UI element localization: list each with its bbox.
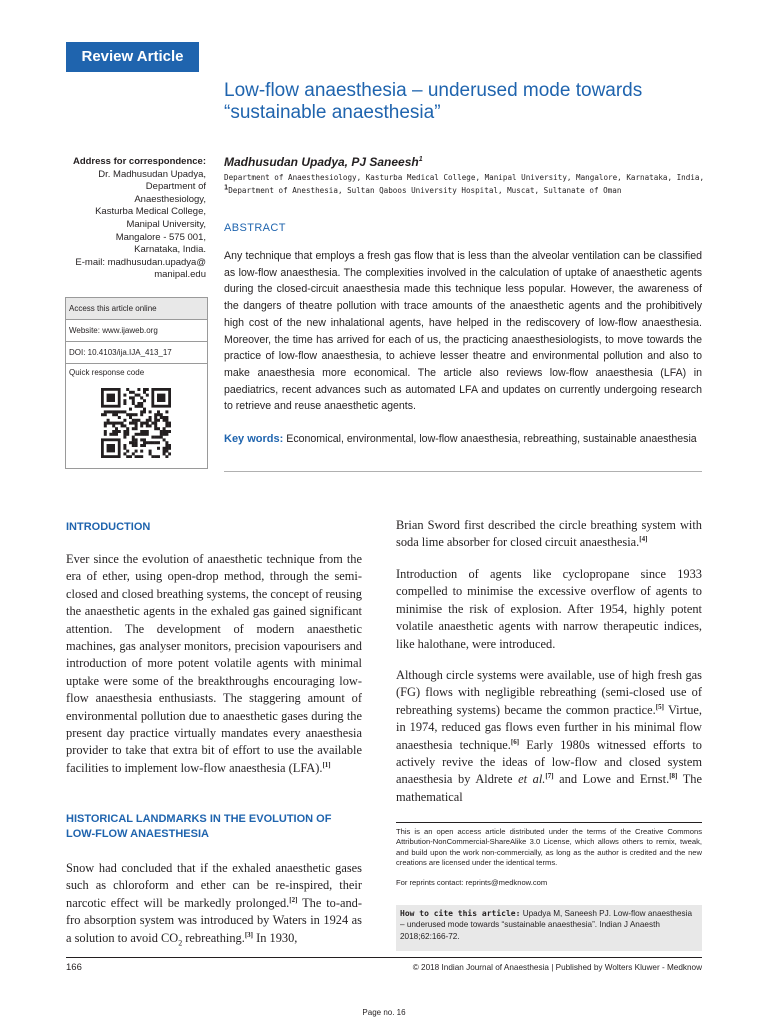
address-line: Karnataka, India. — [134, 244, 206, 256]
citation-ref[interactable]: [6] — [510, 737, 520, 746]
reprints-contact: For reprints contact: reprints@medknow.com — [396, 878, 548, 887]
citation-ref[interactable]: [3] — [244, 930, 253, 939]
access-heading: Access this article online — [66, 298, 207, 320]
introduction-paragraph: Ever since the evolution of anaesthetic technique from the era of ether, using open-drop method, through the semi-closed and closed breathing systems, the concept of reusing the anaesthetic agents in the exhaled gas gained significant attention. The development of modern anaesthetic machines, gas analyser monitors, precision vapourisers and introduction of more potent volatile agents with minimal uptake were some of the breakthroughs encouraging low-flow anaesthesia enthusiasts. The staggering amount of environmental pollution due to anaesthetic gases during the present day practice virtually mandates every anaesthesia provider to take that extra bit of effort to use the available facilities to implement low-flow anaesthesia (LFA).[1] — [66, 552, 362, 775]
keywords-list: Economical, environmental, low-flow anaesthesia, rebreathing, sustainable anaesthesia — [286, 433, 697, 445]
citation-ref[interactable]: [5] — [655, 702, 664, 711]
keywords-label: Key words: — [224, 433, 284, 445]
citation-box — [396, 905, 702, 951]
citation-ref[interactable]: [8] — [669, 772, 678, 781]
address-line: Manipal University, — [126, 218, 206, 230]
email-line[interactable]: manipal.edu — [154, 269, 206, 281]
doi-link[interactable]: DOI: 10.4103/ija.IJA_413_17 — [66, 342, 207, 364]
citation-ref[interactable]: [7] — [545, 772, 554, 781]
qr-label: Quick response code — [69, 368, 145, 377]
right-paragraph-1: Brian Sword first described the circle breathing system with soda lime absorber for closed circuit anaesthesia.[4] — [396, 518, 702, 550]
page-number: 166 — [66, 962, 82, 973]
abstract-text: Any technique that employs a fresh gas flow that is less than the alveolar ventilation can be classified as low-flow anaesthesia. The complexities involved in the calculation of uptake of anaesthetic agents during the closed-circuit anaesthesia made this technique less popular. However, the awareness of the dangers of theatre pollution with trace amounts of the anaesthetic agents and the prohibitively high cost of the new inhalational agents, have helped in the rediscovery of low-flow anaesthesia. Moreover, the time has arrived for each of us, the practicing anaesthesiologists, to move towards the practice of low-flow anaesthesia, to achieve lesser theatre and environmental pollution and also to make anaesthesia more economical. The article also reviews low-flow anaesthesia (LFA) in paediatrics, recent advances such as automated LFA and updates on currently undergoing research to retrieve and reuse anaesthetic agents. — [224, 250, 702, 413]
affiliations — [224, 172, 724, 197]
affiliation-1: Department of Anaesthesiology, Kasturba Medical College, Manipal University, Mangalore, Karnataka, India, — [224, 173, 705, 182]
author-names — [224, 155, 423, 169]
citation-ref[interactable]: [2] — [289, 895, 298, 904]
open-access-notice: This is an open access article distributed under the terms of the Creative Commons Attribution-NonCommercial-ShareAlike 3.0 License, which allows others to remix, tweak, and build upon the work non-commercially, as long as the author is credited and the new creations are licensed under the identical terms. — [396, 827, 702, 867]
qr-code-icon[interactable] — [101, 388, 171, 458]
correspondence-heading: Address for correspondence: — [72, 156, 206, 167]
address-line: Mangalore - 575 001, — [115, 231, 206, 243]
history-paragraph: Snow had concluded that if the exhaled anaesthetic gases such as chloroform and ether can be re-inspired, their narcotic effect will be markedly prolonged.[2] The to-and-fro absorption system was introduced by Waters in 1924 as a solution to avoid $CO_2$ rebreathing.[3] In 1930, — [66, 861, 362, 948]
affiliation-2: $^1$Department of Anesthesia, Sultan Qaboos University Hospital, Muscat, Sultanate of Oman — [224, 182, 622, 195]
page-no-label: Page no. 16 — [362, 1008, 406, 1017]
cite-label: How to cite this article: — [400, 909, 521, 918]
author-affiliation-marker: 1 — [418, 156, 423, 163]
abstract-heading: ABSTRACT — [224, 222, 286, 234]
right-paragraph-2: Introduction of agents like cyclopropane since 1933 compelled to minimise the excessive overflow of agents to minimise the risk of explosion. After 1954, highly potent volatile anaesthetic agents with narrow therapeutic indices, like halothane, were introduced. — [396, 567, 702, 651]
address-line: Department of — [145, 181, 206, 193]
access-article-box — [65, 297, 208, 469]
keywords — [224, 432, 702, 448]
address-line: Kasturba Medical College, — [95, 206, 206, 218]
divider — [224, 471, 702, 472]
footer-divider — [66, 957, 702, 958]
section-heading-history: HISTORICAL LANDMARKS IN THE EVOLUTION OF LOW-FLOW ANAESTHESIA — [66, 813, 332, 840]
citation-ref[interactable]: [4] — [639, 535, 648, 544]
email-line[interactable]: E-mail: madhusudan.upadya@ — [75, 256, 206, 268]
website-link[interactable]: Website: www.ijaweb.org — [66, 320, 207, 342]
address-line: Anaesthesiology, — [134, 193, 206, 205]
article-type-badge: Review Article — [66, 42, 199, 72]
article-title — [224, 80, 744, 124]
address-line: Dr. Madhusudan Upadya, — [98, 168, 206, 180]
title-line-1: Low-flow anaesthesia – underused mode towards — [224, 80, 643, 101]
footer-copyright: © 2018 Indian Journal of Anaesthesia | Published by Wolters Kluwer - Medknow — [412, 963, 702, 972]
correspondence-address — [42, 156, 206, 282]
authors-text: Madhusudan Upadya, PJ Saneesh — [224, 155, 419, 169]
section-heading-introduction: INTRODUCTION — [66, 521, 151, 533]
cite-text: Upadya M, Saneesh PJ. Low-flow anaesthesia – underused mode towards “sustainable anaesthesia”. Indian J Anaesth 2018;62:166-72. — [400, 909, 692, 941]
citation-ref[interactable]: [1] — [322, 760, 331, 769]
title-line-2: “sustainable anaesthesia” — [224, 102, 441, 123]
divider — [396, 822, 702, 823]
right-paragraph-3: Although circle systems were available, use of high fresh gas (FG) flows with negligible rebreathing (semi-closed use of rebreathing systems) became the common practice.[5] Virtue, in 1974, reduced gas flows even further in his minimal flow anaesthesia technique.[6] Early 1980s witnessed efforts to actively revive the ideas of low-flow and closed system anaesthesia by Aldrete et al.[7] and Lowe and Ernst.[8] The mathematical — [396, 668, 703, 804]
